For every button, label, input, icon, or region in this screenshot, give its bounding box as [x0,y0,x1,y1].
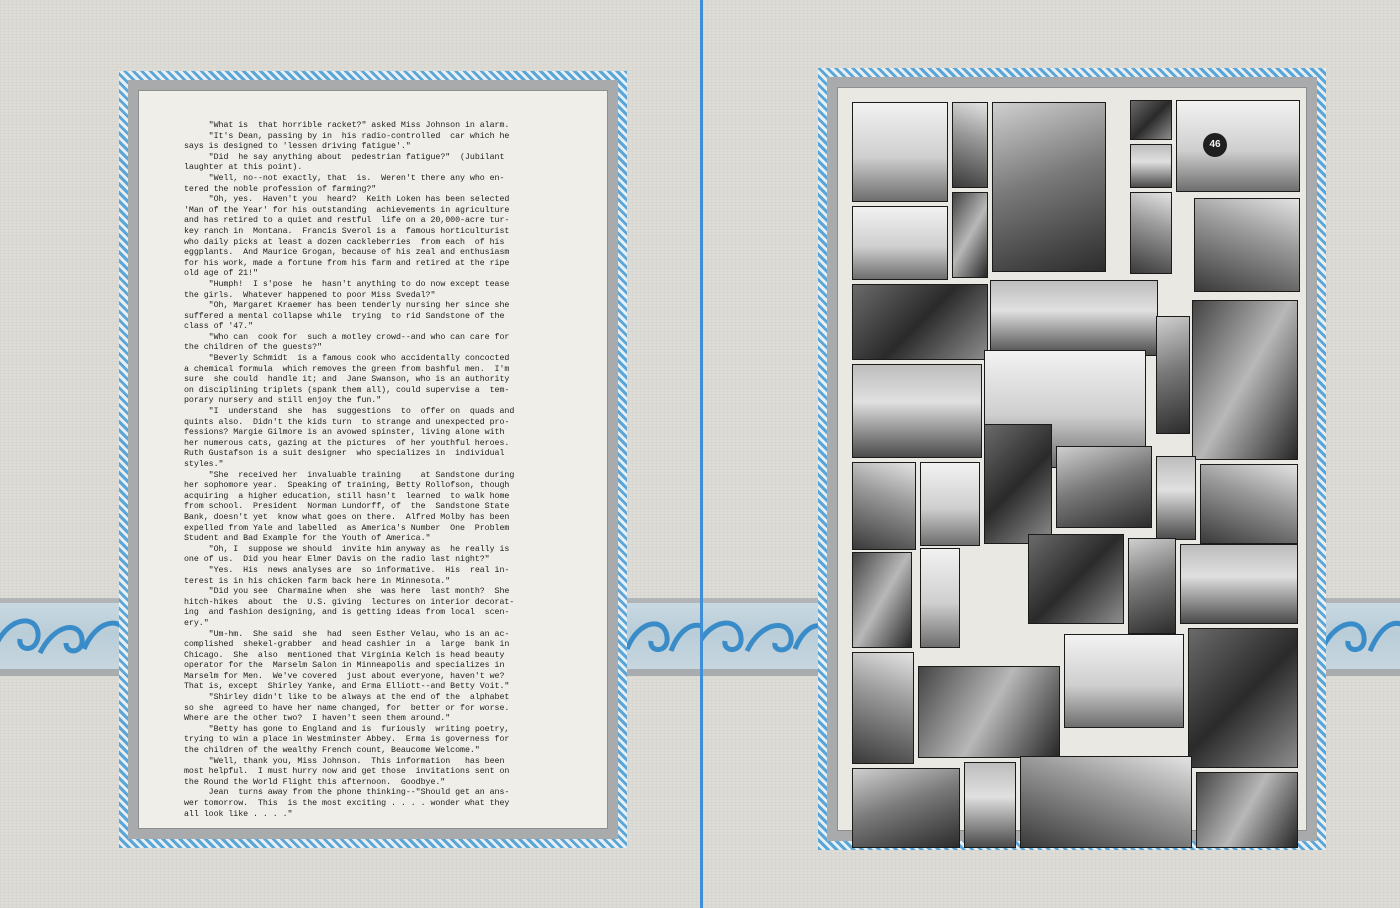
story-paragraph: "Humph! I s'pose he hasn't anything to do now except tease the girls. Whatever happened to poor Miss Svedal?" [184,279,510,300]
photo-collage-frame [818,68,1326,850]
scroll-ornament-icon [0,603,123,669]
story-paragraph: "Did he say anything about pedestrian fatigue?" (Jubilant laughter at this point). [184,152,505,173]
collage-photo [1128,538,1176,634]
collage-photo [852,768,960,848]
collage-photo [1130,144,1172,188]
story-paragraph: Jean turns away from the phone thinking--"Should get an ans- wer tomorrow. This is the most exciting . . . . wonder what they all look like . . . ." [184,788,510,819]
story-paragraph: "Yes. His news analyses are so informative. His real in- terest is in his chicken farm back here in Minnesota." [184,565,510,586]
story-paragraph: "I understand she has suggestions to offer on quads and quints also. Didn't the kids turn to strange and unexpected pro- fessions? Margie Gilmore is an avowed spinster, living alone with her numerous cats, gazing at the pictures of her youthful heroes. Ruth Gustafson is a suit designer who specializes in individual styles." [184,407,515,469]
story-paragraph: "Oh, Margaret Kraemer has been tenderly nursing her since she suffered a mental collapse while trying to rid Sandstone of the class of '47." [184,301,510,332]
story-paragraph: "Did you see Charmaine when she was here last month? She hitch-hikes about the U.S. giving lectures on interior decorat- ing and fashion designing, and is getting ideas from local scen- ery." [184,587,515,628]
story-paragraph: "Well, no--not exactly, that is. Weren't there any who en- tered the noble profession of farming?" [184,173,505,194]
story-paragraph: "Shirley didn't like to be always at the end of the alphabet so she agreed to have her name changed, for better or for worse. Where are the other two? I haven't seen them around." [184,693,510,724]
collage-photo [984,424,1052,544]
scroll-ornament-icon [627,603,700,669]
collage-photo [1176,100,1300,192]
story-frame [119,71,627,848]
story-paragraph: "Betty has gone to England and is furiously writing poetry, trying to win a place in Westminster Abbey. Erma is governess for the children of the wealthy French count, Beaucome Welcome." [184,724,510,756]
number-badge: 46 [1203,133,1227,157]
photo-collage-mat [827,77,1317,841]
collage-photo [918,666,1060,758]
collage-photo [952,192,988,278]
collage-photo [1028,534,1124,624]
ornament-band-left [0,598,123,676]
scroll-ornament-icon [703,603,821,669]
ornament-band-center-right [703,598,821,676]
ornament-band-center-left [627,598,700,676]
collage-photo [1192,300,1298,460]
story-paragraph: "Beverly Schmidt is a famous cook who accidentally concocted a chemical formula which removes the green from bashful men. I'm sure she could handle it; and Jane Swanson, who is an authority on disciplining triplets (spank them all), could supervise a tem- porary nursery and still enjoy the fun." [184,354,510,406]
collage-photo [1200,464,1298,544]
collage-photo [1180,544,1298,624]
collage-photo [1196,772,1298,848]
collage-photo [1130,100,1172,140]
story-sheet [138,90,608,829]
collage-photo [852,206,948,280]
collage-photo [1156,456,1196,540]
story-paragraph: "What is that horrible racket?" asked Miss Johnson in alarm. [184,121,510,130]
collage-photo [852,102,948,202]
photo-collage [837,87,1307,831]
story-paragraph: "She received her invaluable training at Sandstone during her sophomore year. Speaking of training, Betty Rollofson, though acquiring a higher education, still hasn't learned to walk home from school. President Norman Lundorff, of the Sandstone State Bank, doesn't yet know what goes on there. Alfred Molby has been expelled from Yale and labelled as America's Number One Problem Student and Bad Example for the Youth of America." [184,470,515,544]
story-paragraph: "Who can cook for such a motley crowd--and who can care for the children of the guests?" [184,332,510,353]
story-paragraph: "Um-hm. She said she had seen Esther Velau, who is an ac- complished shekel-grabber and head cashier in a large bank in Chicago. She also mentioned that Virginia Kelch is head beauty operator for the Marselm Salon in Minneapolis and specializes in Marselm for Men. We've covered just about everyone, haven't we? That is, except Shirley Yanke, and Erma Elliott--and Betty Voit." [184,629,510,692]
collage-photo [1130,192,1172,274]
page-spine [700,0,703,908]
collage-photo [852,364,982,458]
story-paragraph: "Oh, I suppose we should invite him anyway as he really is one of us. Did you hear Elmer Davis on the radio last night?" [184,544,510,565]
collage-photo [964,762,1016,848]
collage-photo [852,552,912,648]
collage-photo [1156,316,1190,434]
collage-photo [1020,756,1192,848]
collage-photo [1194,198,1300,292]
collage-photo [1064,634,1184,728]
collage-photo [920,462,980,546]
story-paragraph: "Oh, yes. Haven't you heard? Keith Loken has been selected 'Man of the Year' for his outstanding achievements in agriculture and has retired to a quiet and restful life on a 20,000-acre tur- key ranch in Montana. Francis Sverol is a famous horticulturist who daily picks at least a dozen cackleberries from each of his eggplants. And Maurice Grogan, because of his zeal and enthusiasm for his work, made a fortune from his farm and retired at the ripe old age of 21!" [184,195,510,279]
collage-photo [952,102,988,188]
collage-photo [852,652,914,764]
story-text [184,121,597,820]
collage-photo [852,284,988,360]
collage-photo [1056,446,1152,528]
story-mat [128,80,618,839]
story-paragraph: "It's Dean, passing by in his radio-controlled car which he says is designed to 'lessen driving fatigue'." [184,131,510,152]
collage-photo [920,548,960,648]
collage-photo [990,280,1158,356]
collage-photo [852,462,916,550]
collage-photo [992,102,1106,272]
collage-photo [1188,628,1298,768]
ornament-band-right [1326,598,1400,676]
story-paragraph: "Well, thank you, Miss Johnson. This information has been most helpful. I must hurry now and get those invitations sent on the Round the World Flight this afternoon. Goodbye." [184,756,510,787]
scroll-ornament-icon [1326,603,1400,669]
